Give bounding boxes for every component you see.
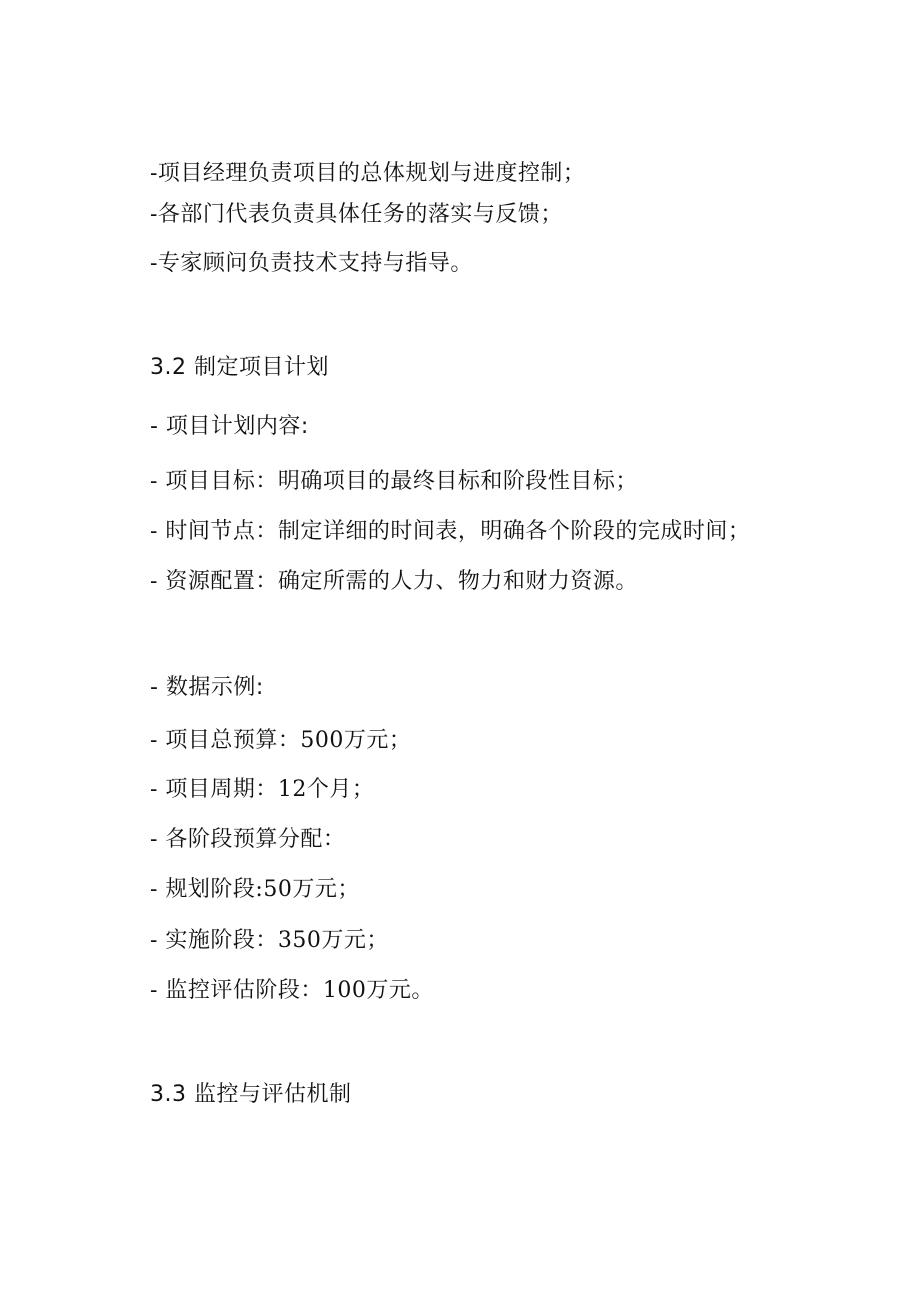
data-example-item: - 监控评估阶段：100万元。	[150, 978, 434, 1003]
plan-content-label: - 项目计划内容:	[150, 414, 309, 439]
data-example-label: - 数据示例:	[150, 675, 264, 700]
section-heading-3-3: 3.3 监控与评估机制	[150, 1082, 352, 1107]
data-example-item: - 项目周期：12个月；	[150, 777, 375, 802]
plan-item: - 项目目标：明确项目的最终目标和阶段性目标；	[150, 469, 638, 494]
section-heading-3-2: 3.2 制定项目计划	[150, 355, 329, 380]
data-example-item: - 各阶段预算分配：	[150, 827, 346, 852]
data-example-item: - 规划阶段:50万元；	[150, 877, 360, 902]
plan-item: - 资源配置：确定所需的人力、物力和财力资源。	[150, 569, 638, 594]
data-example-item: - 项目总预算：500万元；	[150, 728, 412, 753]
plan-item: - 时间节点：制定详细的时间表，明确各个阶段的完成时间；	[150, 519, 751, 544]
responsibility-item: -项目经理负责项目的总体规划与进度控制；	[150, 161, 586, 186]
responsibility-item: -专家顾问负责技术支持与指导。	[150, 251, 473, 276]
data-example-item: - 实施阶段：350万元；	[150, 928, 389, 953]
responsibility-item: -各部门代表负责具体任务的落实与反馈；	[150, 202, 563, 227]
